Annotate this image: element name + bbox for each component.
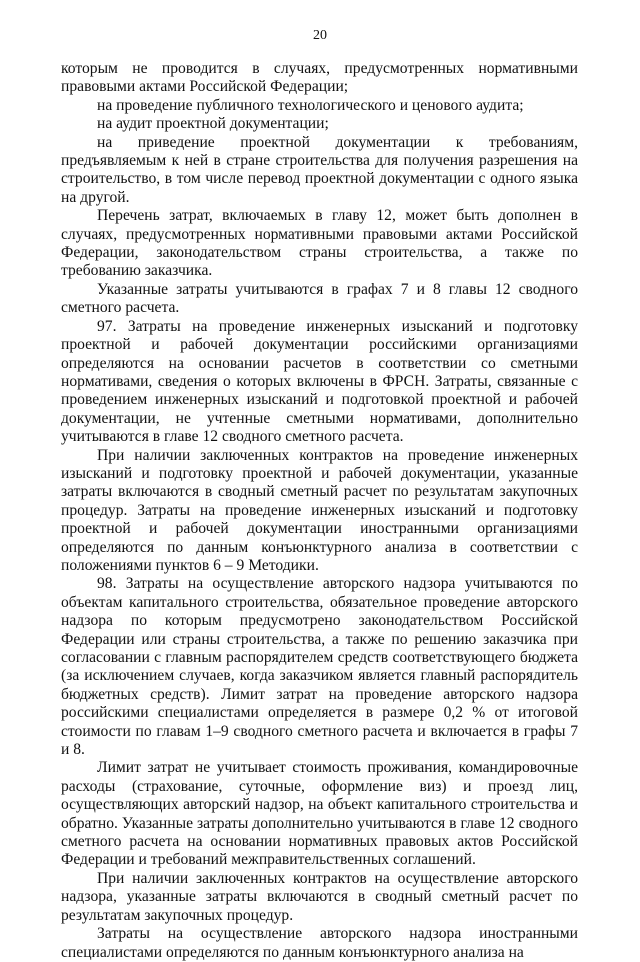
list-item: на приведение проектной документации к требованиям, предъявляемым к ней в стране строительства для получения разрешения на строительство, в том числе перевод проектной документации с одного языка на другой. [61,133,578,206]
paragraph-98: 98. Затраты на осуществление авторского надзора учитываются по объектам капитального строительства, обязательное проведение авторского надзора по которым предусмотрено законодательством Российской Федерации или страны строительства, а также по решению заказчика при согласовании с главным распорядителем средств соответствующего бюджета (за исключением случаев, когда заказчиком является главный распорядитель бюджетных средств). Лимит затрат на проведение авторского надзора российскими специалистами определяется в размере 0,2 % от итоговой стоимости по главам 1–9 сводного сметного расчета и включается в графы 7 и 8. [61,575,578,759]
paragraph: При наличии заключенных контрактов на осуществление авторского надзора, указанные затраты включаются в сводный сметный расчет по результатам закупочных процедур. [61,869,578,924]
list-item: на проведение публичного технологического и ценового аудита; [97,96,524,114]
paragraph: При наличии заключенных контрактов на проведение инженерных изысканий и подготовку проектной и рабочей документации, указанные затраты включаются в сводный сметный расчет по результатам закупочных процедур. Затраты на проведение инженерных изысканий и подготовку проектной и рабочей документации иностранными организациями определяются по данным конъюнктурного анализа в соответствии с положениями пунктов 6 – 9 Методики. [61,446,578,574]
paragraph: Лимит затрат не учитывает стоимость проживания, командировочные расходы (страхование, суточные, оформление виз) и проезд лиц, осуществляющих авторский надзор, на объект капитального строительства и обратно. Указанные затраты дополнительно учитываются в главе 12 сводного сметного расчета на основании нормативных правовых актов Российской Федерации и требований межправительственных соглашений. [61,759,578,869]
paragraph: Затраты на осуществление авторского надзора иностранными специалистами определяются по данным конъюнктурного анализа на [61,925,578,961]
page-number: 20 [313,28,327,43]
paragraph: Указанные затраты учитываются в графах 7 и 8 главы 12 сводного сметного расчета. [61,280,578,317]
paragraph-97: 97. Затраты на проведение инженерных изысканий и подготовку проектной и рабочей документации российскими организациями определяются на основании расчетов в соответствии со сметными нормативами, сведения о которых включены в ФРСН. Затраты, связанные с проведением инженерных изысканий и подготовкой проектной и рабочей документации, не учтенные сметными нормативами, дополнительно учитываются в главе 12 сводного сметного расчета. [61,317,578,446]
list-item: на аудит проектной документации; [97,115,329,133]
paragraph: которым не проводится в случаях, предусмотренных нормативными правовыми актами Российской Федерации; [61,60,578,96]
document-body [61,60,578,962]
paragraph: Перечень затрат, включаемых в главу 12, может быть дополнен в случаях, предусмотренных нормативными правовыми актами Российской Федерации, законодательством страны строительства, а также по требованию заказчика. [61,207,578,280]
